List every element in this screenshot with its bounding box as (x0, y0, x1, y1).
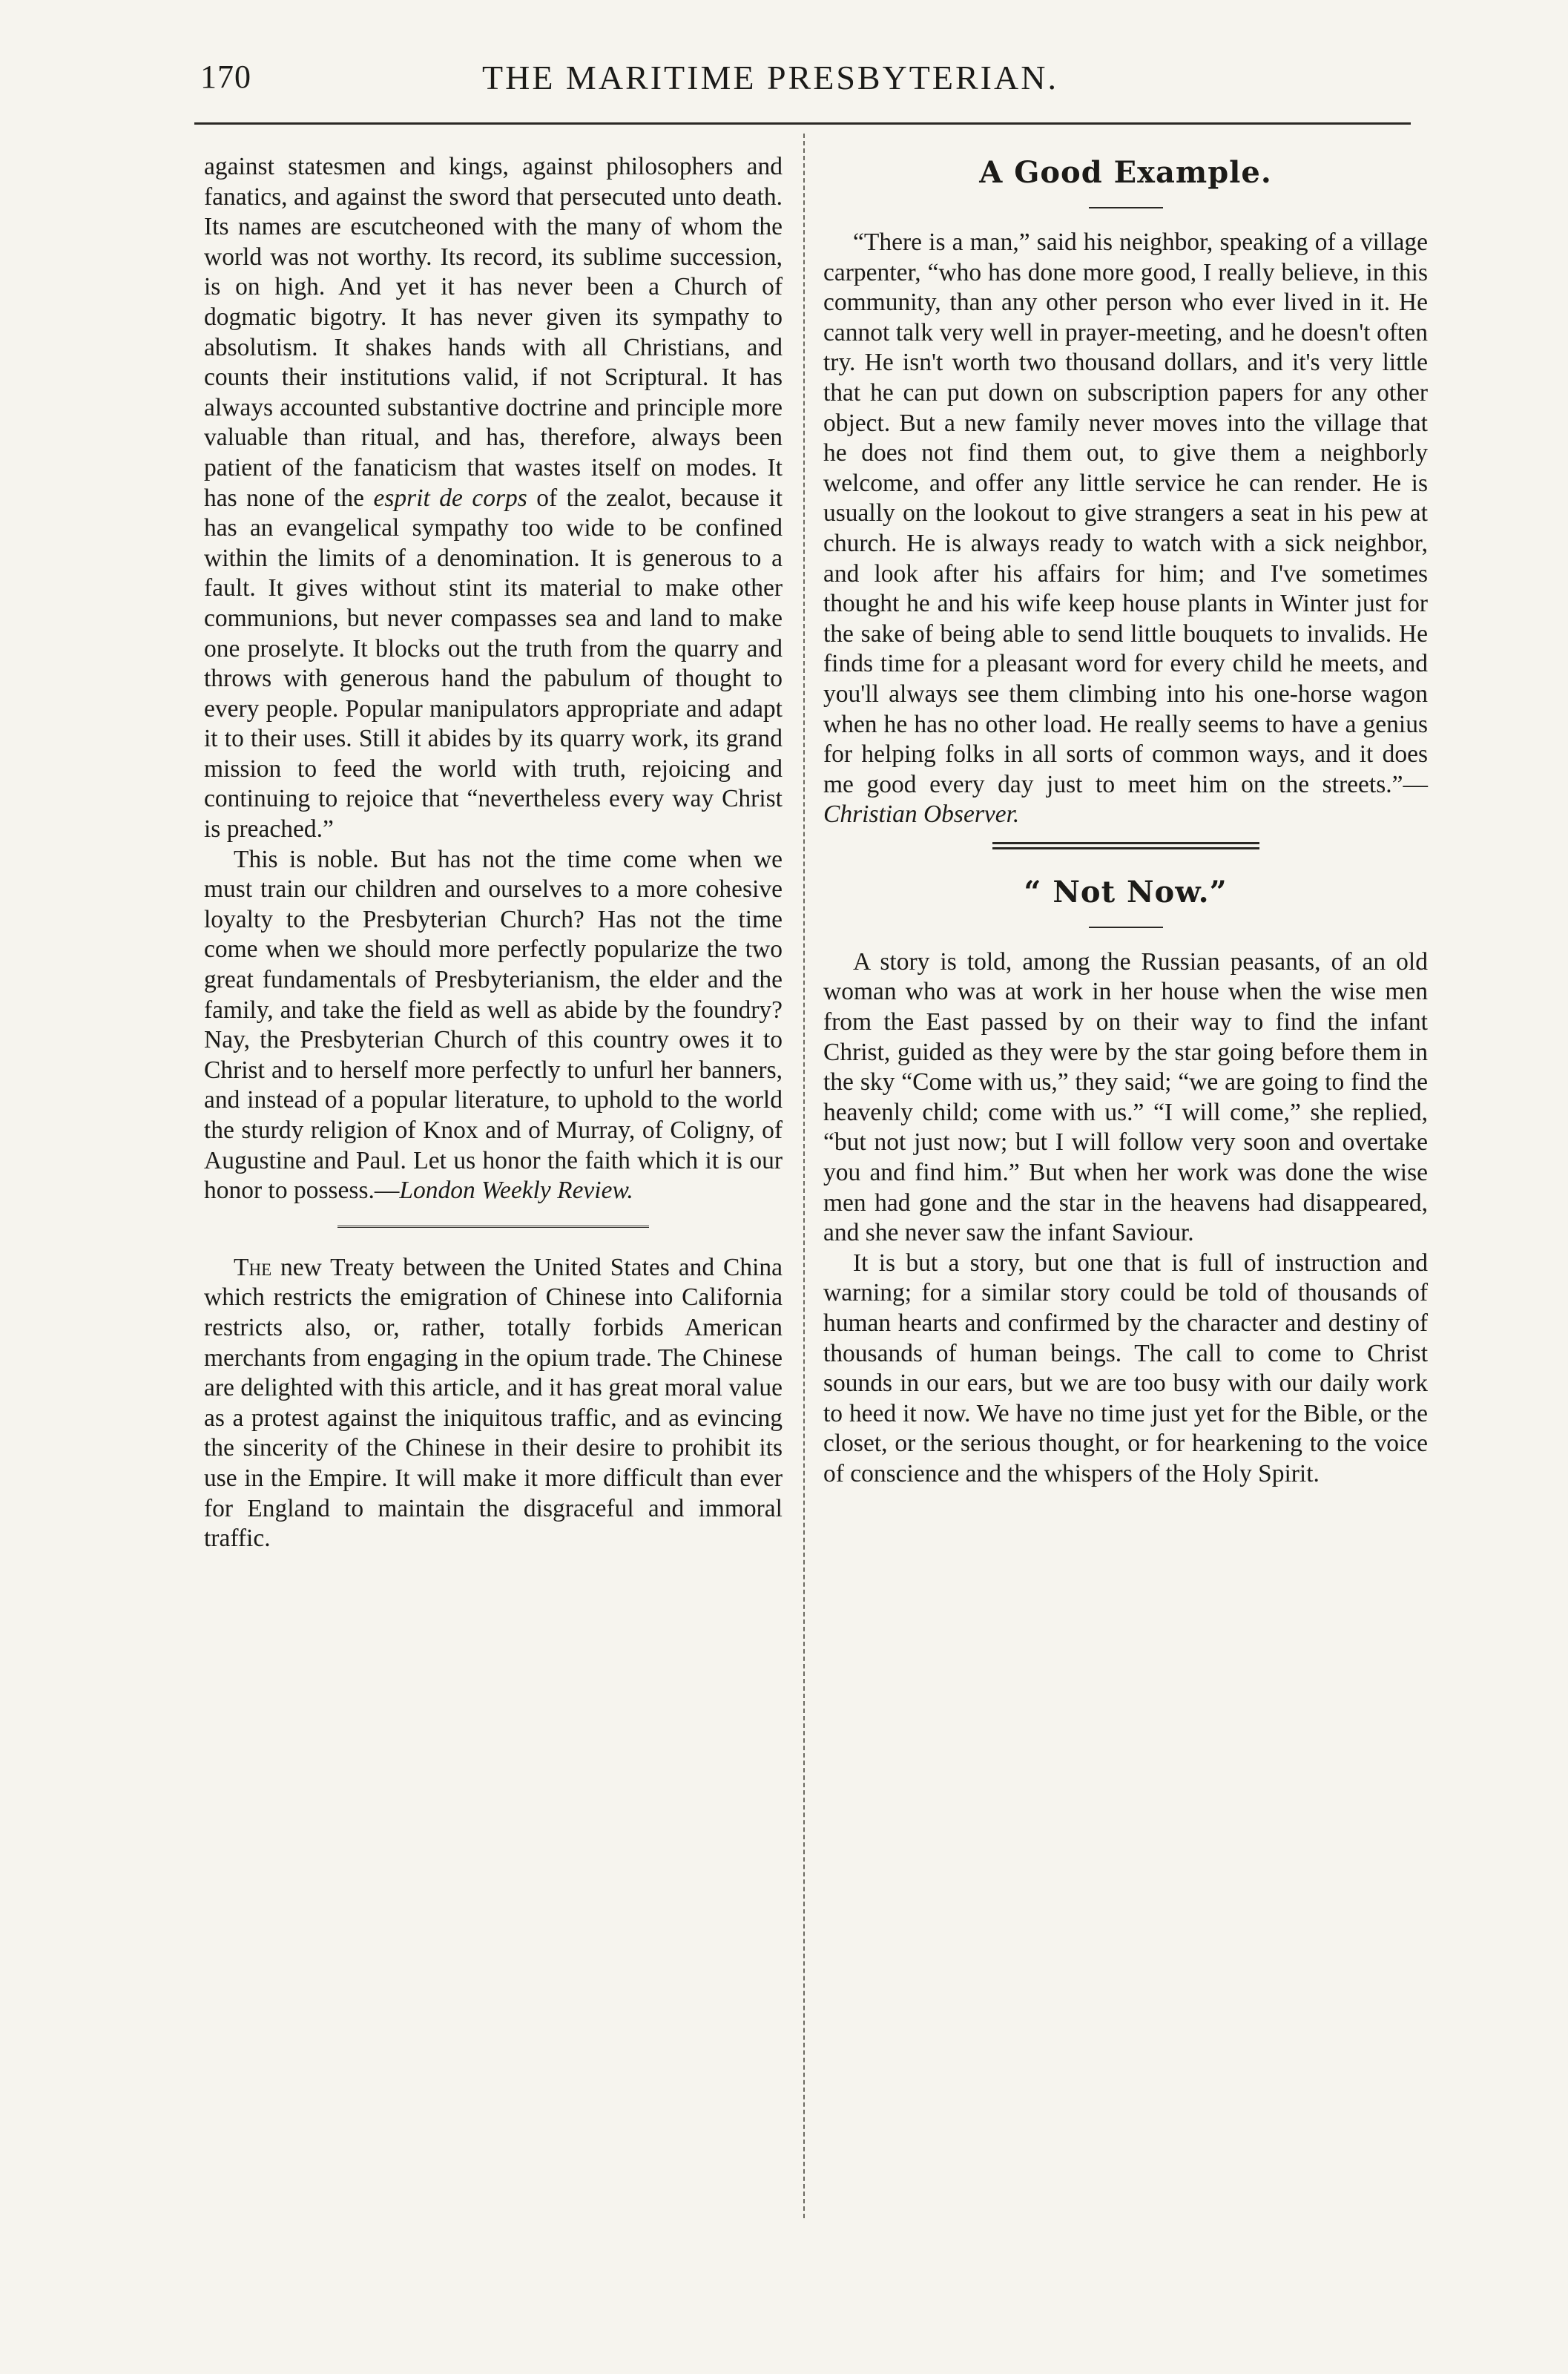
article-continuation-paragraph (204, 152, 783, 845)
section-title-good-example: A Good Example. (979, 155, 1272, 190)
article-paragraph (204, 845, 783, 1206)
treaty-paragraph (204, 1253, 783, 1554)
paragraph-text: against statesmen and kings, against philosophers and fanatics, and against the sword that persecuted unto death. Its names are escutcheoned with the many of whom the world was not worthy. Its record, its sublime succession, is on high. And yet it has never been a Church of dogmatic bigotry. It has never given its sympathy to absolutism. It shakes hands with all Christians, and counts their institutions valid, if not Scriptural. It has always accounted substantive doctrine and principle more valuable than ritual, and has, therefore, always been patient of the fanaticism that wastes itself on modes. It has none of the (204, 153, 783, 512)
section-title-not-now: “ Not Now.” (1024, 874, 1228, 910)
right-column (823, 152, 1428, 1490)
header-rule (194, 122, 1411, 125)
source-attribution: Christian Observer. (823, 800, 1020, 829)
paragraph-text: This is noble. But has not the time come when we must train our children and ourselves to a more cohesive loyalty to the Presbyterian Church? Has not the time come when we should more perfectly popularize the two great fundamentals of Presbyterianism, the elder and the family, and take the field as well as abide by the foundry? Nay, the Presbyterian Church of this country owes it to Christ and to herself more perfectly to unfurl her banners, and instead of a popular literature, to uphold to the world the sturdy religion of Knox and of Murray, of Coligny, of Augustine and Paul. Let us honor the faith which it is our honor to possess.— (204, 845, 783, 1205)
paragraph-text-continued: of the zealot, because it has an evangelical sympathy too wide to be confined within the limits of a denomination. It is generous to a fault. It gives without stint its material to make other communions, but never compasses sea and land to make one proselyte. It blocks out the truth from the quarry and throws with generous hand the pabulum of thought to every people. Popular manipulators appropriate and adapt it to their uses. Still it abides by its quarry work, its grand mission to feed the world with truth, rejoicing and continuing to rejoice that “nevertheless every way Christ is preached.” (204, 484, 783, 844)
paragraph-lead-word: The (234, 1253, 272, 1281)
source-attribution: London Weekly Review. (399, 1177, 633, 1205)
section-divider (992, 842, 1259, 849)
column-divider (803, 134, 805, 2218)
left-column (204, 152, 783, 1554)
section-divider (337, 1226, 649, 1228)
paragraph-text: new Treaty between the United States and China which restricts the emigration of Chinese into California restricts also, or, rather, totally forbids American merchants from engaging in the opium trade. The Chinese are delighted with this article, and it has great moral value as a protest against the iniquitous traffic, and as evincing the sincerity of the Chinese in their desire to prohibit its use in the Empire. It will make it more difficult than ever for England to maintain the disgraceful and immoral traffic. (204, 1253, 783, 1553)
journal-title: THE MARITIME PRESBYTERIAN. (482, 59, 1058, 96)
not-now-paragraph-2: It is but a story, but one that is full of instruction and warning; for a similar story could be told of thousands of human hearts and confirmed by the character and destiny of thousands of human beings. The call to come to Christ sounds in our ears, but we are too busy with our daily work to heed it now. We have no time just yet for the Bible, or the closet, or the serious thought, or for hearkening to the voice of conscience and the whispers of the Holy Spirit. (823, 1249, 1428, 1487)
good-example-paragraph (823, 228, 1428, 830)
page-header (200, 58, 1417, 110)
italic-phrase: esprit de corps (373, 484, 527, 512)
not-now-paragraph-1: A story is told, among the Russian peasants, of an old woman who was at work in her house when the wise men from the East passed by on their way to find the infant Christ, guided as they were by the star going before them in the sky “Come with us,” they said; “we are going to find the heavenly child; come with us.” “I will come,” she replied, “but not just now; but I will follow very soon and overtake you and find him.” But when her work was done the wise men had gone and the star in the heavens had disappeared, and she never saw the infant Saviour. (823, 947, 1428, 1247)
title-rule (1089, 207, 1163, 208)
title-rule (1089, 927, 1163, 928)
page-number: 170 (200, 59, 251, 95)
paragraph-text: “There is a man,” said his neighbor, speaking of a village carpenter, “who has done more good, I really believe, in this community, than any other person who ever lived in it. He cannot talk very well in prayer-meeting, and he doesn't often try. He isn't worth two thousand dollars, and it's very little that he can put down on subscription papers for any other object. But a new family never moves into the village that he does not find them out, to give them a neighborly welcome, and offer any little service he can render. He is usually on the lookout to give strangers a seat in his pew at church. He is always ready to watch with a sick neighbor, and look after his affairs for him; and I've sometimes thought he and his wife keep house plants in Winter just for the sake of being able to send little bouquets to invalids. He finds time for a pleasant word for every child he meets, and you'll always see them climbing into his one-horse wagon when he has no other load. He really seems to have a genius for helping folks in all sorts of common ways, and it does me good every day just to meet him on the streets.”— (823, 228, 1428, 798)
